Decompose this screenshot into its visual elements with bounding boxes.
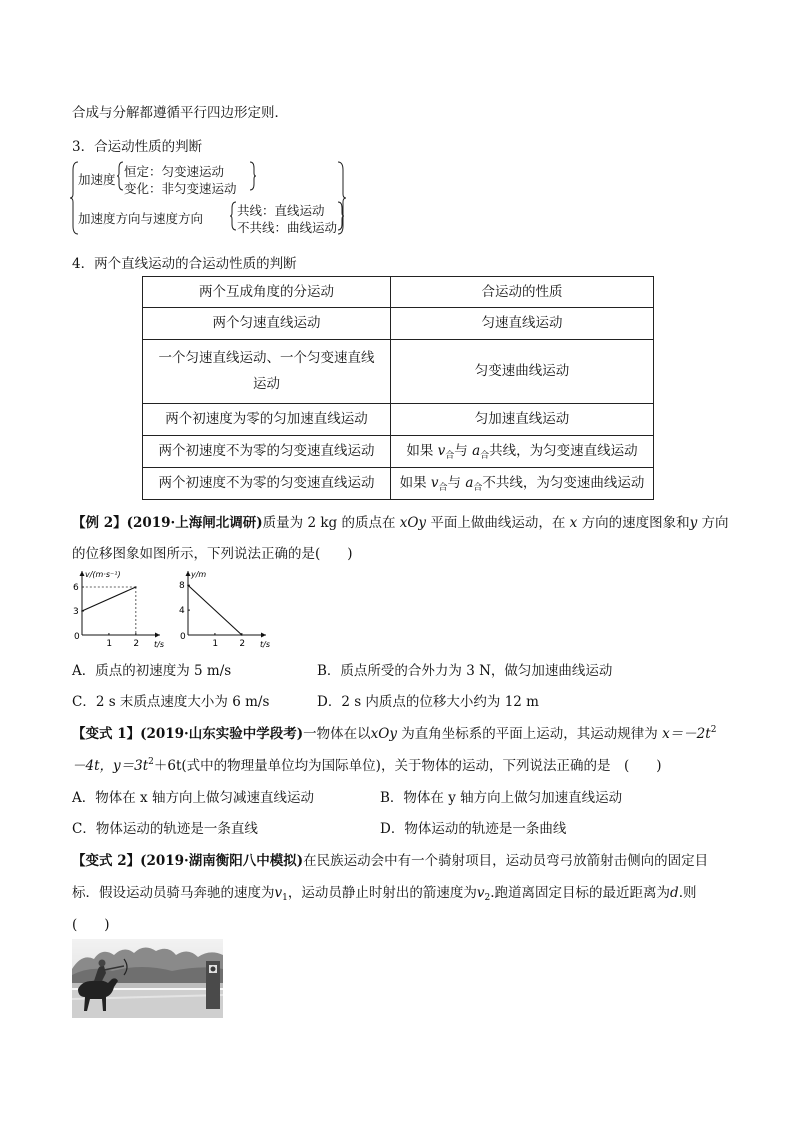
text: 标．假设运动员骑马奔驰的速度为 bbox=[72, 885, 275, 901]
y-tick-label: 4 bbox=[179, 606, 185, 617]
cell-line: 一个匀速直线运动、一个匀变速直线 bbox=[158, 349, 375, 366]
section-4-title: 4．两个直线运动的合运动性质的判断 bbox=[72, 256, 297, 272]
table-cell bbox=[391, 468, 654, 500]
acceleration-symbol: a bbox=[472, 442, 481, 459]
cell-text: 与 bbox=[454, 442, 468, 459]
text: 在民族运动会中有一个骑射项目，运动员弯弓放箭射击侧向的固定目 bbox=[303, 853, 709, 869]
table-row bbox=[143, 308, 654, 340]
x-tick-label: 1 bbox=[212, 639, 219, 649]
velocity-symbol: v bbox=[430, 474, 439, 491]
x-tick-label: 1 bbox=[106, 639, 113, 649]
section-3-title: 3．合运动性质的判断 bbox=[72, 139, 203, 155]
y-tick-label: 8 bbox=[179, 581, 185, 592]
table-cell: 匀变速曲线运动 bbox=[391, 340, 654, 404]
table-cell: 两个初速度不为零的匀变速直线运动 bbox=[143, 436, 391, 468]
superscript: 2 bbox=[710, 725, 717, 735]
cell-text: 如果 bbox=[399, 474, 427, 491]
outer-left-brace bbox=[70, 162, 78, 234]
cell-line: 运动 bbox=[253, 375, 280, 392]
origin-label: 0 bbox=[180, 632, 186, 642]
option-b: B．质点所受的合外力为 3 N，做匀加速曲线运动 bbox=[317, 663, 613, 679]
table-row bbox=[143, 340, 654, 404]
cell-text: 共线，为匀变速直线运动 bbox=[489, 442, 638, 459]
table-cell: 两个初速度为零的匀加速直线运动 bbox=[143, 404, 391, 436]
variant-tag: 【变式 2】 bbox=[72, 853, 141, 869]
variant-source: (2019·山东实验中学段考) bbox=[140, 726, 304, 742]
x-axis-label: t/s bbox=[154, 640, 164, 649]
table-cell bbox=[143, 340, 391, 404]
table-row bbox=[143, 404, 654, 436]
text: 方向 bbox=[701, 515, 729, 531]
variant-1-option-b: B．物体在 y 轴方向上做匀加速直线运动 bbox=[380, 790, 623, 806]
horse-archery-photo bbox=[72, 939, 223, 1018]
y-axis-arrow bbox=[186, 571, 191, 576]
data-point bbox=[187, 584, 189, 586]
x-axis-arrow bbox=[155, 633, 160, 638]
motion-table bbox=[142, 276, 654, 500]
example-2-line-1 bbox=[72, 511, 729, 531]
text: 方向的速度图象和 bbox=[581, 515, 690, 531]
example-2-line-2: 的位移图象如图所示，下列说法正确的是( ) bbox=[72, 546, 353, 562]
acc-brace bbox=[117, 162, 123, 190]
example-tag: 【例 2】 bbox=[72, 515, 127, 531]
variant-1-line-1 bbox=[72, 722, 716, 742]
var: v bbox=[476, 885, 485, 901]
text: .则 bbox=[678, 885, 697, 901]
equation: －4t， bbox=[72, 758, 114, 774]
cell-text: 与 bbox=[447, 474, 462, 491]
x-tick-label: 2 bbox=[133, 639, 140, 649]
cell-text: 如果 bbox=[406, 442, 434, 459]
table-cell: 两个初速度不为零的匀变速直线运动 bbox=[143, 468, 391, 500]
variant-2-line-1 bbox=[72, 849, 708, 869]
var: v bbox=[274, 885, 283, 901]
table-header-row bbox=[143, 277, 654, 308]
dir-label: 加速度方向与速度方向 bbox=[78, 211, 204, 226]
text: 质量为 2 kg 的质点在 bbox=[262, 515, 396, 531]
option-a: A．质点的初速度为 5 m/s bbox=[72, 663, 232, 679]
text: ，运动员静止时射出的箭速度为 bbox=[287, 885, 477, 901]
example-source: (2019·上海闸北调研) bbox=[126, 515, 263, 531]
subscript: 合 bbox=[480, 450, 490, 461]
option-c: C．2 s 末质点速度大小为 6 m/s bbox=[72, 694, 270, 710]
x-axis-label: t/s bbox=[260, 640, 270, 649]
x-axis-arrow bbox=[261, 633, 266, 638]
displacement-chart bbox=[172, 565, 282, 650]
var: d bbox=[670, 885, 679, 901]
series-line bbox=[82, 587, 136, 611]
data-point bbox=[135, 586, 137, 588]
subscript: 1 bbox=[282, 893, 288, 903]
variant-1-option-d: D．物体运动的轨迹是一条曲线 bbox=[380, 821, 567, 837]
var: xOy bbox=[399, 515, 427, 531]
dir-noncollinear: 不共线：曲线运动 bbox=[237, 220, 338, 235]
dir-collinear: 共线：直线运动 bbox=[237, 203, 325, 218]
table-cell: 匀加速直线运动 bbox=[391, 404, 654, 436]
text: .跑道离固定目标的最近距离为 bbox=[490, 885, 671, 901]
data-point bbox=[241, 634, 243, 636]
subscript: 合 bbox=[445, 450, 455, 461]
y-tick-label: 6 bbox=[73, 583, 79, 593]
acc-label: 加速度 bbox=[78, 172, 116, 187]
cell-text: 不共线，为匀变速曲线运动 bbox=[482, 474, 645, 491]
variant-1-option-a: A．物体在 x 轴方向上做匀减速直线运动 bbox=[72, 790, 314, 806]
header-cell: 合运动的性质 bbox=[391, 277, 654, 308]
variant-source: (2019·湖南衡阳八中模拟) bbox=[140, 853, 304, 869]
y-tick-label: 3 bbox=[73, 607, 79, 617]
y-axis-label: v/(m·s⁻¹) bbox=[85, 570, 121, 579]
text: 一物体在以 bbox=[303, 726, 371, 742]
var: x bbox=[569, 515, 578, 531]
intro-line: 合成与分解都遵循平行四边形定则． bbox=[72, 105, 288, 121]
header-cell: 两个互成角度的分运动 bbox=[143, 277, 391, 308]
variant-1-option-c: C．物体运动的轨迹是一条直线 bbox=[72, 821, 258, 837]
velocity-chart bbox=[66, 565, 176, 650]
table-cell: 匀速直线运动 bbox=[391, 308, 654, 340]
origin-label: 0 bbox=[74, 632, 80, 642]
acceleration-symbol: a bbox=[465, 474, 474, 491]
variant-2-line-3: ( ) bbox=[72, 917, 110, 933]
series-line bbox=[188, 585, 242, 635]
text: 为直角坐标系的平面上运动，其运动规律为 bbox=[401, 726, 658, 742]
option-d: D．2 s 内质点的位移大小约为 12 m bbox=[317, 694, 539, 710]
equation: y＝3t bbox=[113, 758, 149, 774]
table-row bbox=[143, 468, 654, 500]
equation: x＝－2t bbox=[662, 726, 711, 742]
subscript: 合 bbox=[473, 482, 483, 493]
table-cell: 两个匀速直线运动 bbox=[143, 308, 391, 340]
text: 平面上做曲线运动，在 bbox=[430, 515, 566, 531]
acc-changing: 变化：非匀变速运动 bbox=[124, 181, 237, 196]
subscript: 合 bbox=[438, 482, 448, 493]
variant-tag: 【变式 1】 bbox=[72, 726, 141, 742]
y-axis-arrow bbox=[80, 571, 85, 576]
table-row bbox=[143, 436, 654, 468]
dir-brace bbox=[230, 202, 236, 230]
acc-constant: 恒定：匀变速运动 bbox=[124, 164, 225, 179]
var: xOy bbox=[370, 726, 397, 742]
superscript: 2 bbox=[148, 757, 154, 767]
acc-brace-right bbox=[250, 162, 256, 190]
table-cell bbox=[391, 436, 654, 468]
x-tick-label: 2 bbox=[239, 639, 246, 649]
variant-1-line-2 bbox=[72, 754, 662, 774]
velocity-symbol: v bbox=[437, 442, 446, 459]
text: ＋6t(式中的物理量单位均为国际单位)，关于物体的运动，下列说法正确的是 ( ) bbox=[153, 758, 662, 774]
y-axis-label: y/m bbox=[191, 570, 207, 579]
variant-2-line-2 bbox=[72, 881, 697, 903]
data-point bbox=[81, 610, 83, 612]
subscript: 2 bbox=[484, 893, 491, 903]
var: y bbox=[689, 515, 698, 531]
